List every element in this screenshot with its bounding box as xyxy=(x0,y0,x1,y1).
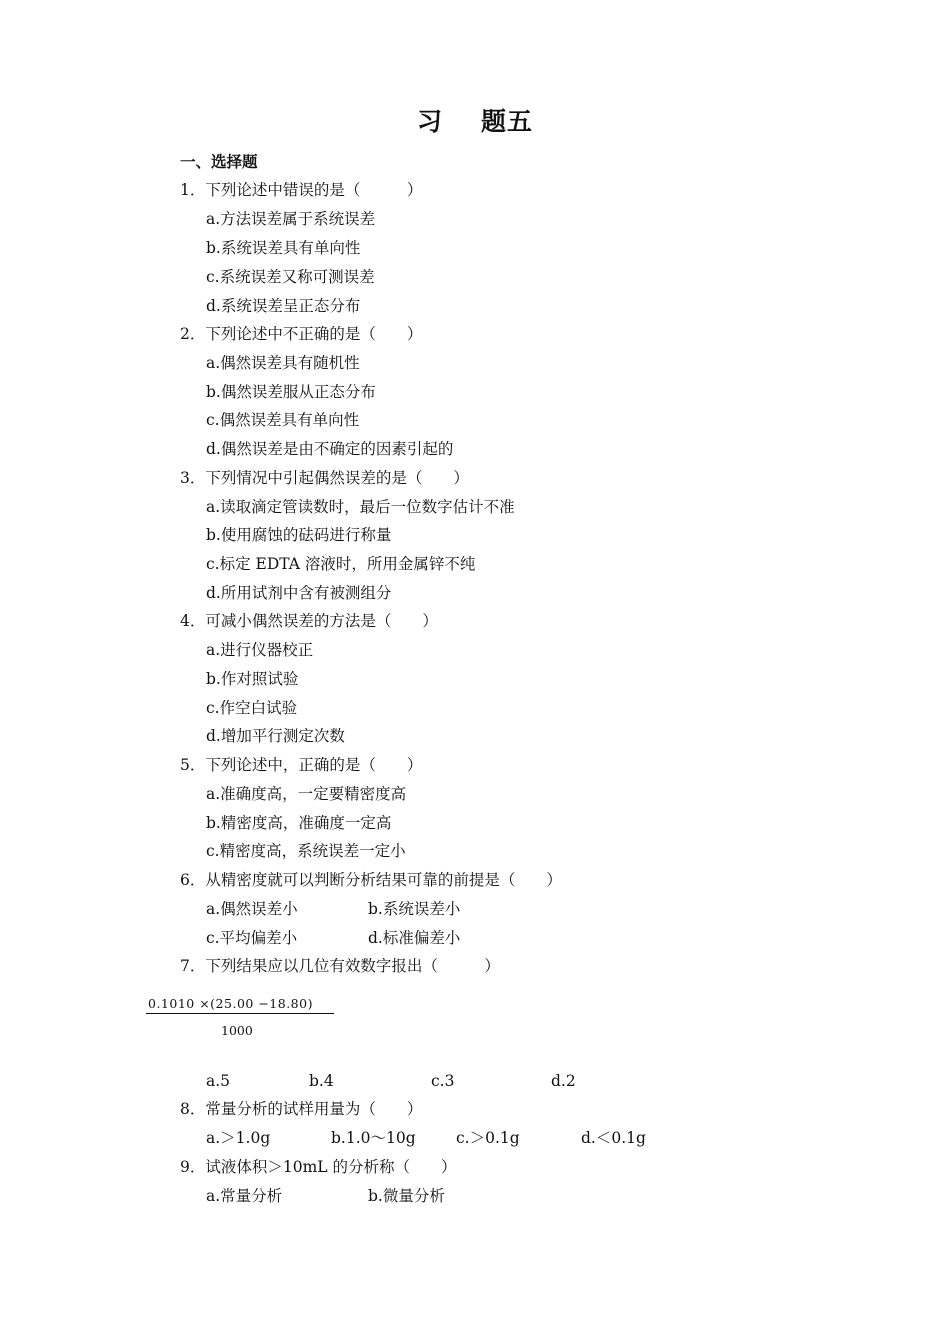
question-7-option-b: b.4 xyxy=(309,1072,334,1090)
question-8-option-c: c.＞0.1g xyxy=(456,1129,520,1147)
fraction-bar xyxy=(146,1013,334,1014)
question-8-option-a: a.＞1.0g xyxy=(206,1129,271,1147)
question-9-option-a: a.常量分析 xyxy=(206,1187,283,1205)
formula-numerator: 0.1010 ×(25.00 −18.80) xyxy=(148,996,313,1011)
question-3-option-d: d.所用试剂中含有被测组分 xyxy=(206,584,392,602)
question-4-stem: 4．可减小偶然误差的方法是（ ） xyxy=(180,612,438,630)
question-3-option-a: a.读取滴定管读数时，最后一位数字估计不准 xyxy=(206,498,515,516)
question-1-option-d: d.系统误差呈正态分布 xyxy=(206,297,361,315)
question-6-option-c: c.平均偏差小 xyxy=(206,929,298,947)
question-1-option-a: a.方法误差属于系统误差 xyxy=(206,210,376,228)
question-7-option-d: d.2 xyxy=(551,1072,576,1090)
question-6-option-b: b.系统误差小 xyxy=(368,900,461,918)
question-4-option-c: c.作空白试验 xyxy=(206,699,298,717)
section-heading: 一、选择题 xyxy=(180,152,258,171)
question-5-option-a: a.准确度高，一定要精密度高 xyxy=(206,785,407,803)
question-3-option-c: c.标定 EDTA 溶液时，所用金属锌不纯 xyxy=(206,555,476,573)
page-title xyxy=(0,102,950,138)
question-6-stem: 6．从精密度就可以判断分析结果可靠的前提是（ ） xyxy=(180,871,562,889)
question-1-option-b: b.系统误差具有单向性 xyxy=(206,239,361,257)
question-6-option-a: a.偶然误差小 xyxy=(206,900,298,918)
question-2-option-a: a.偶然误差具有随机性 xyxy=(206,354,360,372)
question-2-stem: 2．下列论述中不正确的是（ ） xyxy=(180,325,423,343)
question-5-option-c: c.精密度高，系统误差一定小 xyxy=(206,842,406,860)
question-9-option-b: b.微量分析 xyxy=(368,1187,445,1205)
question-2-option-c: c.偶然误差具有单向性 xyxy=(206,411,360,429)
formula-denominator: 1000 xyxy=(221,1023,253,1038)
question-7-option-c: c.3 xyxy=(431,1072,455,1090)
title-part-1: 习 xyxy=(416,107,443,136)
question-6-option-d: d.标准偏差小 xyxy=(368,929,461,947)
question-7-stem: 7．下列结果应以几位有效数字报出（ ） xyxy=(180,957,500,975)
question-4-option-a: a.进行仪器校正 xyxy=(206,641,314,659)
question-1-option-c: c.系统误差又称可测误差 xyxy=(206,268,375,286)
question-2-option-d: d.偶然误差是由不确定的因素引起的 xyxy=(206,440,454,458)
question-3-stem: 3．下列情况中引起偶然误差的是（ ） xyxy=(180,469,469,487)
question-8-option-b: b.1.0～10g xyxy=(331,1129,416,1147)
question-4-option-b: b.作对照试验 xyxy=(206,670,299,688)
title-part-2: 题五 xyxy=(481,107,534,136)
question-1-stem: 1．下列论述中错误的是（ ） xyxy=(180,181,423,199)
question-8-stem: 8．常量分析的试样用量为（ ） xyxy=(180,1100,423,1118)
question-4-option-d: d.增加平行测定次数 xyxy=(206,727,345,745)
question-5-stem: 5．下列论述中，正确的是（ ） xyxy=(180,756,423,774)
question-7-option-a: a.5 xyxy=(206,1072,231,1090)
question-2-option-b: b.偶然误差服从正态分布 xyxy=(206,383,376,401)
question-9-stem: 9．试液体积＞10mL 的分析称（ ） xyxy=(180,1158,457,1176)
question-8-option-d: d.＜0.1g xyxy=(581,1129,646,1147)
question-5-option-b: b.精密度高，准确度一定高 xyxy=(206,814,392,832)
question-3-option-b: b.使用腐蚀的砝码进行称量 xyxy=(206,526,392,544)
